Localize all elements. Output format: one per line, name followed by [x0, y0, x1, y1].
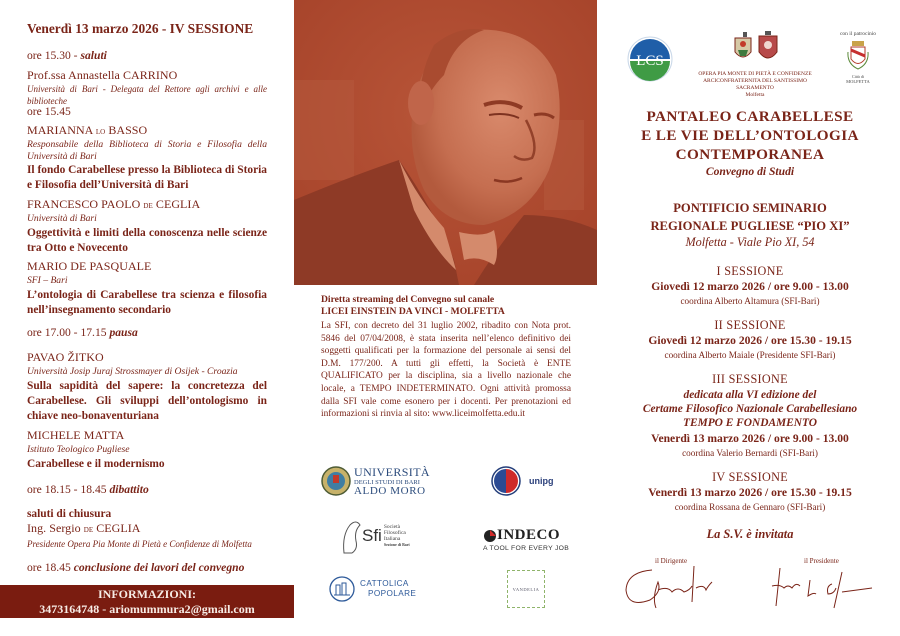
streaming-line: Diretta streaming del Convegno sul canale [321, 294, 495, 305]
cattolica-emblem-icon [329, 576, 355, 602]
speaker-name: FRANCESCO PAOLO de CEGLIA [27, 197, 201, 211]
talk-title: Sulla sapidità del sapere: la concretezza del Carabellese. Gli sviluppi dell’ontologismo in chiave neo-bonaventuriana [27, 380, 267, 422]
session-date: Giovedì 12 marzo 2026 / ore 9.00 - 13.00 [651, 280, 849, 293]
logo-unipg [491, 466, 554, 496]
program-time: ore 15.30 - saluti [27, 49, 107, 62]
opera-pia-city: Molfetta [745, 92, 765, 98]
patronage-label: con il patrocinio [839, 31, 877, 37]
session-dedication [600, 388, 900, 430]
venue [600, 200, 900, 235]
speaker-affiliation: Istituto Teologico Pugliese [27, 444, 130, 455]
session-label: I SESSIONE [716, 264, 784, 278]
session-label: II SESSIONE [714, 318, 786, 332]
event-title [600, 107, 900, 164]
venue-line: REGIONALE PUGLIESE “PIO XI” [650, 218, 850, 233]
closing-label: saluti di chiusura [27, 508, 112, 520]
dedication-line: dedicata alla VI edizione del [683, 389, 817, 401]
comune-line: Città di [852, 74, 864, 79]
invitation: La S.V. è invitata [706, 527, 794, 541]
unipg-name: unipg [529, 476, 554, 486]
program-panel [0, 0, 294, 636]
program-time: ore 15.45 [27, 105, 71, 118]
portrait-illustration [294, 0, 597, 285]
dedication-line: Certame Filosofico Nazionale Carabellesiano [642, 403, 858, 415]
title-line: PANTALEO CARABELLESE [646, 108, 854, 125]
speaker-name: Ing. Sergio de CEGLIA [27, 521, 141, 535]
program-time: ore 18.45 conclusione dei lavori del convegno [27, 561, 245, 574]
speaker-affiliation: Università di Bari - Delegata del Rettore agli archivi e alle biblioteche [27, 84, 267, 106]
dedication-line: TEMPO E FONDAMENTO [683, 417, 817, 429]
title-line: CONTEMPORANEA [675, 146, 825, 163]
opera-pia-line: OPERA PIA MONTE DI PIETÀ E CONFIDENZE [698, 71, 812, 77]
venue-address: Molfetta - Viale Pio XI, 54 [685, 235, 815, 249]
speaker-affiliation: Presidente Opera Pia Monte di Pietà e Confidenze di Molfetta [27, 539, 252, 549]
sfi-line: Filosofica [383, 530, 406, 536]
portrait-photo [294, 0, 597, 285]
opera-pia-crests-icon [725, 30, 785, 66]
sfi-athena-icon [340, 517, 362, 555]
signature-label-dirigente: il Dirigente [655, 557, 688, 565]
sfi-accreditation-notice: La SFI, con decreto del 31 luglio 2002, ribadito con Nota prot. 5846 del 07/04/2008, è stata inserita nell’elenco definitivo dei soggetti qualificati per la formazione del personale ai sensi del D.M. 177/200. A tutti gli effetti, la Società è ENTE QUALIFICATO per la disciplina, sia a livello nazionale che locale, a TEMPO INDETERMINATO. Ogni attività promossa dalla SFI vale come esonero per i docenti. Per prenotazioni ed informazioni si rinvia al sito: www.liceimolfetta.edu.it [321, 321, 571, 420]
vandelia-name: VANDELIA [512, 586, 540, 592]
session-date: Venerdì 13 marzo 2026 / ore 9.00 - 13.00 [651, 432, 849, 445]
lcs-emblem-icon [626, 36, 674, 82]
comune-name: MOLFETTA [846, 79, 870, 84]
molfetta-crest-icon [847, 40, 869, 70]
speaker-affiliation: Università di Bari [27, 213, 97, 224]
venue-line: PONTIFICIO SEMINARIO [673, 201, 827, 215]
signature-dirigente-icon [622, 562, 722, 612]
cattolica-line: POPOLARE [368, 589, 417, 598]
streaming-notice [321, 294, 505, 317]
program-time: ore 17.00 - 17.15 pausa [27, 326, 138, 339]
indeco-tagline: A TOOL FOR EVERY JOB [483, 545, 570, 552]
indeco-mark-icon [483, 529, 497, 543]
unipg-seal-icon [491, 466, 521, 496]
speaker-affiliation: Università Josip Juraj Strossmayer di Osijek - Croazia [27, 366, 238, 377]
opera-pia-line: ARCICONFRATERNITA DEL SANTISSIMO SACRAMENTO [703, 78, 807, 91]
session-label: III SESSIONE [712, 372, 788, 386]
talk-title: Oggettività e limiti della conoscenza nelle scienze tra Otto e Novecento [27, 227, 267, 254]
program-time: ore 18.15 - 18.45 dibattito [27, 483, 149, 496]
logo-cattolica-popolare [329, 576, 416, 602]
uniba-name: UNIVERSITÀ [354, 464, 430, 479]
title-line: E LE VIE DELL’ONTOLOGIA [641, 127, 859, 144]
speaker-name: MICHELE MATTA [27, 428, 125, 442]
session-coordinator: coordina Rossana de Gennaro (SFI-Bari) [674, 502, 826, 512]
session-date: Venerdì 13 marzo 2026 / ore 15.30 - 19.15 [648, 486, 852, 499]
session-label: IV SESSIONE [712, 470, 788, 484]
sfi-section: Sezione di Bari [383, 542, 410, 547]
session-date: Giovedì 12 marzo 2026 / ore 15.30 - 19.15 [648, 334, 852, 347]
sfi-line: Società [383, 524, 401, 530]
info-label: INFORMAZIONI: [98, 587, 196, 601]
logo-comune-molfetta [838, 31, 878, 84]
indeco-name: INDECO [497, 527, 561, 543]
logo-lcs [626, 36, 674, 82]
uniba-subname: DEGLI STUDI DI BARI [354, 478, 420, 486]
speaker-affiliation: SFI – Bari [27, 275, 68, 286]
logo-indeco [483, 527, 569, 552]
talk-title: Carabellese e il modernismo [27, 458, 165, 470]
event-subtitle: Convegno di Studi [705, 165, 795, 178]
lcs-letters: LCS [636, 53, 664, 69]
session-coordinator: coordina Alberto Maiale (Presidente SFI-Bari) [664, 350, 836, 360]
info-contact[interactable]: 3473164748 - ariomummura2@gmail.com [39, 601, 255, 616]
streaming-channel[interactable]: LICEI EINSTEIN DA VINCI - MOLFETTA [321, 305, 505, 317]
program-heading: Venerdì 13 marzo 2026 - IV SESSIONE [27, 21, 254, 36]
info-banner [0, 585, 294, 618]
speaker-name: PAVAO ŽITKO [27, 350, 104, 364]
sfi-mark: Sfi [362, 526, 382, 545]
logo-sfi [340, 517, 410, 555]
uniba-seal-icon [321, 466, 351, 496]
logo-uniba [321, 466, 430, 496]
logo-vandelia [507, 570, 545, 608]
speaker-name: Prof.ssa Annastella CARRINO [27, 68, 178, 82]
uniba-aldo-moro: ALDO MORO [354, 484, 426, 497]
session-coordinator: coordina Alberto Altamura (SFI-Bari) [680, 296, 820, 306]
talk-title: L’ontologia di Carabellese tra scienza e filosofia nell’insegnamento secondario [27, 289, 267, 316]
speaker-name: MARIANNA lo BASSO [27, 123, 148, 137]
cattolica-line: CATTOLICA [360, 579, 409, 588]
signature-label-presidente: il Presidente [804, 557, 839, 565]
speaker-affiliation: Responsabile della Biblioteca di Storia e Filosofia della Università di Bari [27, 139, 267, 162]
sfi-line: Italiana [383, 536, 401, 542]
talk-title: Il fondo Carabellese presso la Biblioteca di Storia e Filosofia dell’Università di Bari [27, 164, 267, 191]
session-coordinator: coordina Valerio Bernardi (SFI-Bari) [682, 448, 818, 458]
signature-presidente-icon [770, 566, 875, 611]
speaker-name: MARIO DE PASQUALE [27, 259, 152, 273]
logo-opera-pia [690, 30, 820, 99]
